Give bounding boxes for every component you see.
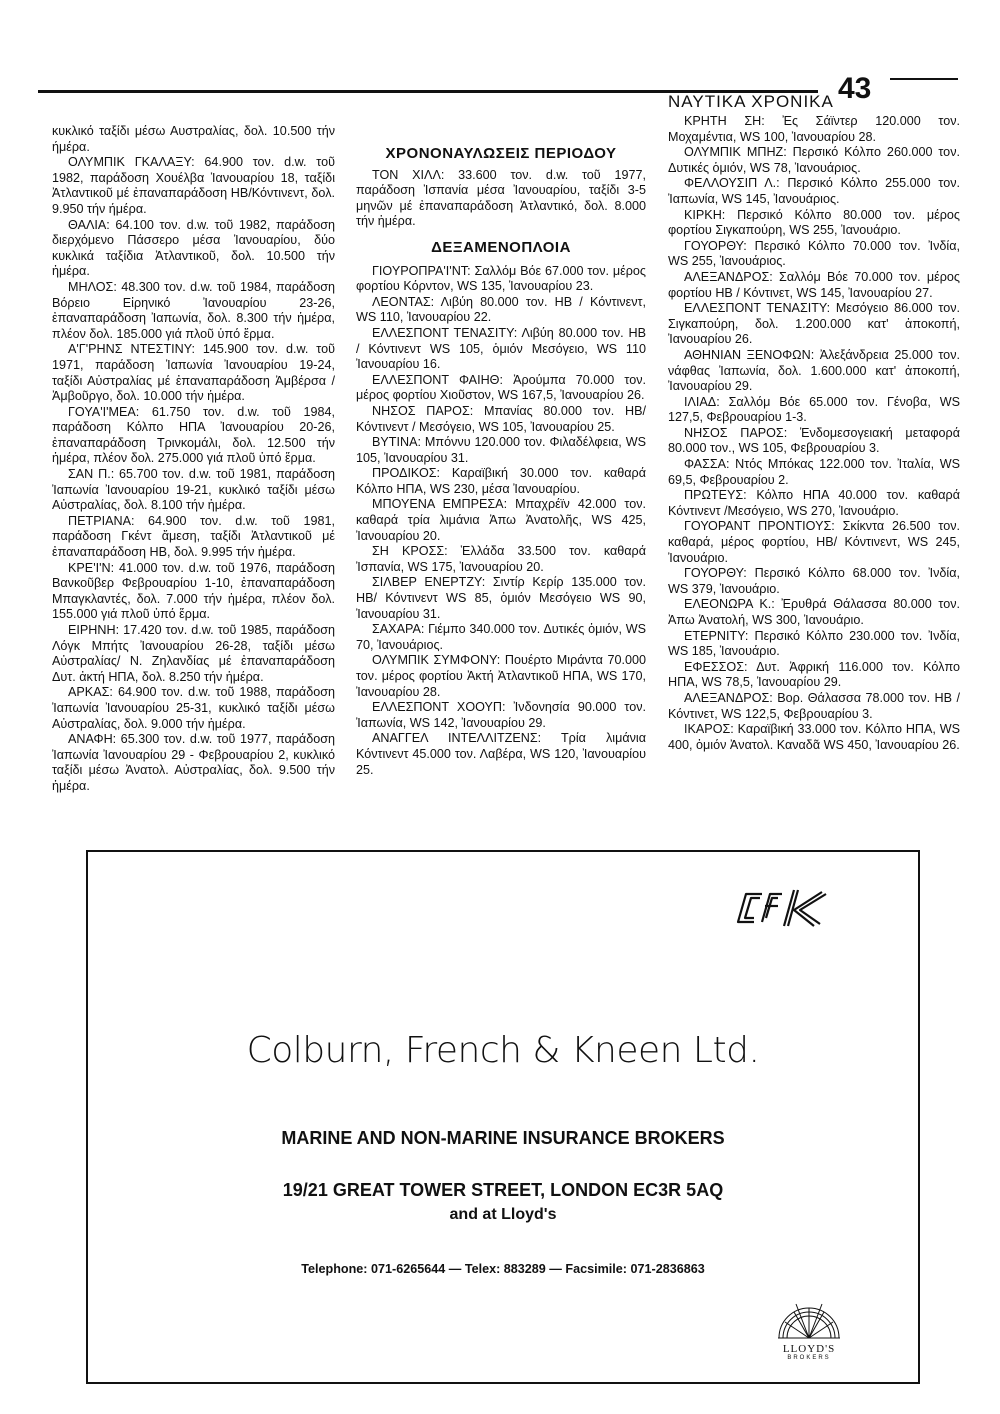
paragraph: ΕΛΛΕΣΠΟΝΤ ΧΟΟΥΠ: Ἰνδονησία 90.000 τον. Ἰαπωνία, WS 142, Ἰανουαρίου 29. xyxy=(356,700,646,730)
page-number: 43 xyxy=(838,72,872,105)
paragraph: ΕΛΛΕΣΠΟΝΤ ΤΕΝΑΣΙΤΥ: Μεσόγειο 86.000 τον. Σιγκαπούρη, δολ. 1.200.000 κατ' ἀποκοπή, Ἰανουαρίου 26. xyxy=(668,301,960,347)
paragraph: ΝΗΣΟΣ ΠΑΡΟΣ: Μπανίας 80.000 τον. ΗΒ/Κόντινεντ / Μεσόγειο, WS 105, Ἰανουαρίου 25. xyxy=(356,403,646,434)
paragraph: ΒΥΤΙΝΑ: Μπόννυ 120.000 τον. Φιλαδέλφεια, WS 105, Ἰανουαρίου 31. xyxy=(356,435,646,465)
paragraph: ΣΗ ΚΡΟΣΣ: Ἑλλάδα 33.500 τον. καθαρά Ἰσπανία, WS 175, Ἰανουαρίου 20. xyxy=(356,544,646,574)
paragraph: ΕΦΕΣΣΟΣ: Δυτ. Ἀφρική 116.000 τον. Κόλπο ΗΠΑ, WS 78,5, Ἰανουαρίου 29. xyxy=(668,659,960,690)
paragraph: ΠΡΟΔΙΚΟΣ: Καραϊβική 30.000 τον. καθαρά Κόλπο ΗΠΑ, WS 230, μέσα Ἰανουαρίου. xyxy=(356,466,646,496)
company-address: 19/21 GREAT TOWER STREET, LONDON EC3R 5AQ xyxy=(282,1180,724,1200)
column-1 xyxy=(52,124,335,795)
paragraph: ΓΟΥΟΡΘΥ: Περσικό Κόλπο 68.000 τον. Ἰνδία, WS 379, Ἰανουάριο. xyxy=(668,566,960,596)
paragraph: ΣΑΝ Π.: 65.700 τον. d.w. τοῦ 1981, παράδοση Ἰαπωνία Ἰανουαρίου 19-21, κυκλικό ταξίδι μέσω Αὐστραλίας, δολ. 8.100 τήν ἡμέρα. xyxy=(52,467,335,513)
column-2 xyxy=(356,146,646,778)
paragraph: ΚΙΡΚΗ: Περσικό Κόλπο 80.000 τον. μέρος φορτίου Σιγκαπούρη, WS 255, Ἰανουάριο. xyxy=(668,207,960,238)
section-heading-timecharter: ΧΡΟΝΟΝΑΥΛΩΣΕΙΣ ΠΕΡΙΟΔΟΥ xyxy=(385,145,617,162)
cfk-logo-mark xyxy=(732,886,832,930)
paragraph: ΜΗΛΟΣ: 48.300 τον. d.w. τοῦ 1984, παράδοση Βόρειο Εἰρηνικό Ἰανουαρίου 23-26, ἐπαναπαράδοση Ἰαπωνία, δολ. 8.300 τήν ἡμέρα, πλέον δολ. 185.000 γιά πλοῦ ὑπό ἕρμα. xyxy=(52,279,335,341)
paragraph: ΓΟΥΟΡΑΝΤ ΠΡΟΝΤΙΟΥΣ: Σκίκντα 26.500 τον. καθαρά, μέρος φορτίου, ΗΒ/ Κόντινεντ, WS 245, Ἰανουάριο. xyxy=(668,519,960,565)
paragraph: ΑΘΗΝΙΑΝ ΞΕΝΟΦΩΝ: Ἀλεξάνδρεια 25.000 τον. νάφθας Ἰαπωνία, δολ. 1.600.000 κατ' ἀποκοπή, Ἰανουαρίου 29. xyxy=(668,347,960,394)
paragraph: ΛΕΟΝΤΑΣ: Λιβύη 80.000 τον. ΗΒ / Κόντινεντ, WS 110, Ἰανουαρίου 22. xyxy=(356,294,646,325)
paragraph: ΠΕΤΡΙΑΝΑ: 64.900 τον. d.w. τοῦ 1981, παράδοση Γκέντ ἄμεση, ταξίδι Ἀτλαντικοῦ μέ ἐπαναπαράδοση ΗΒ, δολ. 9.995 τήν ἡμέρα. xyxy=(52,513,335,560)
paragraph: ΙΛΙΑΔ: Σαλλόμ Βόε 65.000 τον. Γένοβα, WS 127,5, Φεβρουαρίου 1-3. xyxy=(668,394,960,425)
lloyds-logo-sub: BROKERS xyxy=(787,1355,831,1361)
paragraph: ΕΤΕΡΝΙΤΥ: Περσικό Κόλπο 230.000 τον. Ἰνδία, WS 185, Ἰανουάριο. xyxy=(668,628,960,659)
lloyds-arches-icon xyxy=(774,1292,844,1340)
paragraph: ΘΑΛΙΑ: 64.100 τον. d.w. τοῦ 1982, παράδοση διερχόμενο Πάσσερο μέσα Ἰανουαρίου, δύο κυκλικά ταξίδια Ἀτλαντικοῦ, δολ. 10.500 τήν ἡμέρα. xyxy=(52,217,335,279)
paragraph: ΦΑΣΣΑ: Ντός Μπόκας 122.000 τον. Ἰταλία, WS 69,5, Φεβρουαρίου 2. xyxy=(668,457,960,487)
paragraph: ΜΠΟΥΕΝΑ ΕΜΠΡΕΣΑ: Μπαχρέϊν 42.000 τον. καθαρά τρία λιμάνια Ἀπω Ἀνατολῆς, WS 425, Ἰανουαρίου 20. xyxy=(356,497,646,543)
contact-line: Telephone: 071-6265644 — Telex: 883289 — Facsimile: 071-2836863 xyxy=(301,1262,705,1276)
paragraph: ΓΙΟΥΡΟΠΡΑ'Ι'ΝΤ: Σαλλόμ Βόε 67.000 τον. μέρος φορτίου Κόρντον, WS 135, Ἰανουαρίου 23. xyxy=(356,263,646,294)
cfk-logo xyxy=(732,886,832,935)
paragraph: ΠΡΩΤΕΥΣ: Κόλπο ΗΠΑ 40.000 τον. καθαρά Κόντινεντ /Μεσόγειο, WS 270, Ἰανουάριο. xyxy=(668,488,960,518)
paragraph: ΤΟΝ ΧΙΛΛ: 33.600 τον. d.w. τοῦ 1977, παράδοση Ἰσπανία μέσα Ἰανουαρίου, ταξίδι 3-5 μηνῶν μέ ἐπαναπαράδοση Ἀτλαντικό, δολ. 8.000 τήν ἡμέρα. xyxy=(356,167,646,229)
paragraph: ΓΟΥΟΡΘΥ: Περσικό Κόλπο 70.000 τον. Ἰνδία, WS 255, Ἰανουάριος. xyxy=(668,238,960,269)
paragraph: ΑΛΕΞΑΝΔΡΟΣ: Σαλλόμ Βόε 70.000 τον. μέρος φορτίου ΗΒ / Κόντινετ, WS 145, Ἰανουαρίου 27. xyxy=(668,269,960,300)
paragraph: ΚΡΗΤΗ ΣΗ: Ἐς Σάϊντερ 120.000 τον. Μοχαμέντια, WS 100, Ἰανουαρίου 28. xyxy=(668,114,960,144)
header-rule-right xyxy=(890,78,958,80)
paragraph: ΙΚΑΡΟΣ: Καραϊβική 33.000 τον. Κόλπο ΗΠΑ, WS 400, ὁμιόν Ἀνατολ. Καναδᾶ WS 450, Ἰανουαρίου 26. xyxy=(668,722,960,752)
paragraph: ΚΡΕ'Ι'Ν: 41.000 τον. d.w. τοῦ 1976, παράδοση Βανκοῦβερ Φεβρουαρίου 1-10, ἐπαναπαράδοση Μπαγκλαντές, δολ. 7.000 τήν ἡμέρα, πλέον δολ. 155.000 γιά πλοῦ ὑπό ἕρμα. xyxy=(52,560,335,622)
magazine-name: ΝΑΥΤΙΚΑ ΧΡΟΝΙΚΑ xyxy=(668,92,834,111)
paragraph: ΟΛΥΜΠΙΚ ΓΚΑΛΑΞΥ: 64.900 τον. d.w. τοῦ 1982, παράδοση Χουέλβα Ἰανουαρίου 18, ταξίδι Ἀτλαντικοῦ μέ ἐπαναπαράδοση ΗΒ/Κόντινεντ, δολ. 9.950 τήν ήμέρα. xyxy=(52,155,335,216)
paragraph: ΟΛΥΜΠΙΚ ΣΥΜΦΟΝΥ: Πουέρτο Μιράντα 70.000 τον. μέρος φορτίου Ἀκτή Ἀτλαντικοῦ ΗΠΑ, WS 170, Ἰανουαρίου 28. xyxy=(356,653,646,699)
paragraph: ΕΙΡΗΝΗ: 17.420 τον. d.w. τοῦ 1985, παράδοση Λόγκ Μπήτς Ἰανουαρίου 26-28, ταξίδι μέσω Αὐστραλίας/ Ν. Ζηλανδίας μέ ἐπαναπαράδοση Δυτ. ἀκτή ΗΠΑ, δολ. 8.250 τήν ἡμέρα. xyxy=(52,623,335,684)
paragraph: Α'Γ'ΡΗΝΣ ΝΤΕΣΤΙΝΥ: 145.900 τον. d.w. τοῦ 1971, παράδοση Ἰαπωνία Ἰανουαρίου 19-24, ταξίδι Αὐστραλίας μέ ἐπαναπαράδοση Ἀμβέρσα / Ἀμβοῦργο, δολ. 10.000 τήν ἡμέρα. xyxy=(52,342,335,404)
lloyds-brokers-logo xyxy=(774,1292,844,1361)
tankers-list xyxy=(356,264,646,779)
lloyds-line: and at Lloyd's xyxy=(449,1206,557,1223)
paragraph: ΓΟΥΑ'Ι'ΜΕΑ: 61.750 τον. d.w. τοῦ 1984, παράδοση Κόλπο ΗΠΑ Ἰανουαρίου 20-26, ἐπαναπαράδοση Τρινκομάλι, δολ. 12.500 τήν ἡμέρα, πλέον δολ. 275.000 γιά πλοῦ ὑπό ἕρμα. xyxy=(52,404,335,466)
company-tagline: MARINE AND NON-MARINE INSURANCE BROKERS xyxy=(281,1128,725,1148)
paragraph: ΦΕΛΛΟΥΣΙΠ Λ.: Περσικό Κόλπο 255.000 τον. Ἰαπωνία, WS 145, Ἰανουάριος. xyxy=(668,176,960,206)
paragraph: ΕΛΛΕΣΠΟΝΤ ΤΕΝΑΣΙΤΥ: Λιβύη 80.000 τον. ΗΒ / Κόντινεντ WS 105, ὁμιόν Μεσόγειο, WS 110 Ἰανουαρίου 16. xyxy=(356,325,646,372)
section-heading-tankers: ΔΕΞΑΜΕΝΟΠΛΟΙΑ xyxy=(431,238,571,256)
paragraph: ΑΝΑΦΗ: 65.300 τον. d.w. τοῦ 1977, παράδοση Ἰαπωνία Ἰανουαρίου 29 - Φεβρουαρίου 2, κυκλικό ταξίδι μέσω Ἀνατολ. Αὐστραλίας, δολ. 9.500 τήν ἡμέρα. xyxy=(52,732,335,793)
advertisement-box xyxy=(86,850,920,1384)
lloyds-logo-name: LLOYD'S xyxy=(782,1343,836,1355)
paragraph: ΣΙΛΒΕΡ ΕΝΕΡΤΖΥ: Σιντίρ Κερίρ 135.000 τον. ΗΒ/ Κόντινεντ WS 85, ὁμιόν Μεσόγειο WS 90, Ἰανουαρίου 31. xyxy=(356,575,646,621)
paragraph: ΣΑΧΑΡΑ: Γιέμπο 340.000 τον. Δυτικές ὁμιόν, WS 70, Ἰανουάριος. xyxy=(356,622,646,652)
paragraph: ΝΗΣΟΣ ΠΑΡΟΣ: Ἐνδομεσογειακή μεταφορά 80.000 τον., WS 105, Φεβρουαρίου 3. xyxy=(668,425,960,456)
paragraph: ΑΡΚΑΣ: 64.900 τον. d.w. τοῦ 1988, παράδοση Ἰαπωνία Ἰανουαρίου 25-31, κυκλικό ταξίδι μέσω Αὐστραλίας, δολ. 9.000 τήν ἡμέρα. xyxy=(52,685,335,731)
paragraph: ΑΝΑΓΓΕΛ ΙΝΤΕΛΛΙΤΖΕΝΣ: Τρία λιμάνια Κόντινεντ 45.000 τον. Λαβέρα, WS 120, Ἰανουαρίου 25. xyxy=(356,731,646,777)
paragraph: ΑΛΕΞΑΝΔΡΟΣ: Βορ. Θάλασσα 78.000 τον. ΗΒ / Κόντινετ, WS 122,5, Φεβρουαρίου 3. xyxy=(668,690,960,721)
timecharter-list xyxy=(356,168,646,230)
paragraph: κυκλικό ταξίδι μέσω Αυστραλίας, δολ. 10.500 τήν ήμέρα. xyxy=(52,124,335,154)
column-3 xyxy=(668,114,960,753)
paragraph: ΕΛΕΟΝΩΡΑ Κ.: Ἐρυθρά Θάλασσα 80.000 τον. Ἀπω Ἀνατολή, WS 300, Ἰανουάριο. xyxy=(668,597,960,627)
company-name: Colburn, French & Kneen Ltd. xyxy=(246,1030,760,1071)
paragraph: ΟΛΥΜΠΙΚ ΜΠΗΖ: Περσικό Κόλπο 260.000 τον. Δυτικές ὁμιόν, WS 78, Ἰανουάριος. xyxy=(668,145,960,175)
paragraph: ΕΛΛΕΣΠΟΝΤ ΦΑΙΗΘ: Ἀρούμπα 70.000 τον. μέρος φορτίου Χιοῦστον, WS 167,5, Ἰανουαρίου 26. xyxy=(356,372,646,403)
